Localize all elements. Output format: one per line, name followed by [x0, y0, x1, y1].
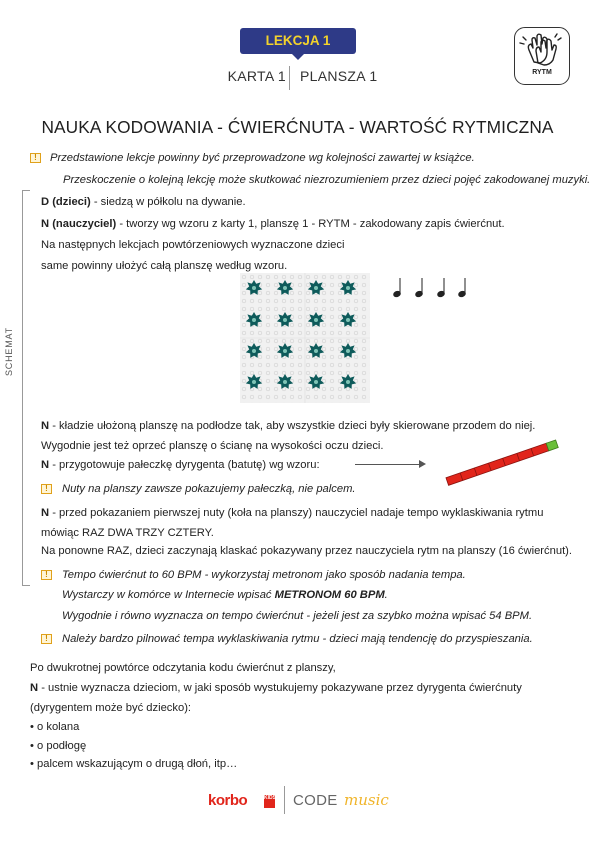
list-item-label: o kolana: [37, 721, 80, 733]
n-label: N: [41, 459, 50, 471]
footer-divider: [284, 786, 285, 814]
schemat-label: SCHEMAT: [4, 327, 14, 376]
block1-line-2: [41, 218, 505, 230]
note2-pre: Wystarczy w komórce w Internecie wpisać: [62, 589, 275, 601]
n-text: - kładzie ułożoną planszę na podłodze tak, aby wszystkie dzieci były skierowane przodem do niej.: [49, 420, 536, 432]
block3-line-1: [41, 507, 543, 519]
rhythm-board: [240, 273, 370, 403]
header-divider: [289, 66, 290, 90]
list-item-label: o podłogę: [37, 740, 87, 752]
warning-icon: !: [41, 634, 52, 644]
rhythm-board-grid: [240, 273, 370, 403]
note2-bold: METRONOM 60 BPM: [274, 589, 385, 601]
kids-logo: KIDS: [264, 795, 275, 808]
n-text: - tworzy wg wzoru z karty 1, planszę 1 - RYTM - zakodowany zapis ćwierćnut.: [116, 218, 505, 230]
d-label: D (dzieci): [41, 196, 91, 208]
n-label: N (nauczyciel): [41, 218, 117, 230]
clapping-hands-icon: [514, 30, 570, 70]
block1-line-3: Na następnych lekcjach powtórzeniowych wyznaczone dzieci: [41, 239, 345, 251]
note2-post: .: [384, 589, 388, 601]
schemat-bracket: [22, 190, 30, 586]
n-text: - przed pokazaniem pierwszej nuty (koła na planszy) nauczyciel nadaje tempo wyklaskiwania rytmu: [49, 507, 544, 519]
board-label: PLANSZA 1: [300, 68, 378, 84]
block1-line-1: [41, 196, 246, 208]
warning-icon: !: [41, 570, 52, 580]
list-item-label: palcem wskazującym o drugą dłoń, itp…: [37, 758, 238, 770]
block4-line-3: (dyrygentem może być dziecko):: [30, 702, 192, 714]
block4-line-2: [30, 682, 522, 694]
list-item: • o podłogę: [30, 740, 87, 752]
lesson-badge-pointer: [291, 53, 305, 60]
music-logo: music: [344, 791, 389, 809]
block2-note: Nuty na planszy zawsze pokazujemy pałeczką, nie palcem.: [62, 483, 356, 495]
block4-line-1: Po dwukrotnej powtórce odczytania kodu ćwierćnut z planszy,: [30, 662, 336, 674]
n-label: N: [41, 420, 50, 432]
block3-note-4: Należy bardzo pilnować tempa wyklaskiwania rytmu - dzieci mają tendencję do przyspieszania.: [62, 633, 533, 645]
block2-line-3: [41, 459, 320, 471]
d-text: - siedzą w półkolu na dywanie.: [90, 196, 246, 208]
block3-note-3: Wygodnie i równo wyznacza on tempo ćwierćnut - jeżeli jest za szybko można wpisać 54 BPM.: [62, 610, 533, 622]
warning-icon: !: [30, 153, 41, 163]
block3-note-2: [62, 589, 388, 601]
code-logo: CODE: [293, 792, 338, 809]
korbo-logo: korbo: [208, 792, 248, 809]
arrow-line: [355, 464, 421, 465]
quarter-notes-icon: [392, 274, 472, 300]
block3-line-2: mówiąc RAZ DWA TRZY CZTERY.: [41, 527, 214, 539]
card-label: KARTA 1: [227, 68, 286, 84]
block3-line-3: Na ponowne RAZ, dzieci zaczynają klaskać pokazywany przez nauczyciela rytm na planszy (16 ćwierćnut).: [41, 545, 573, 557]
baton-icon: [440, 434, 568, 490]
n-label: N: [30, 682, 39, 694]
rytm-icon-box: [514, 27, 570, 85]
block2-line-1: [41, 420, 535, 432]
list-item: • palcem wskazującym o drugą dłoń, itp…: [30, 758, 238, 770]
warning-icon: !: [41, 484, 52, 494]
arrow-right-icon: [419, 460, 426, 468]
page-title: NAUKA KODOWANIA - ĆWIERĆNUTA - WARTOŚĆ RYTMICZNA: [41, 117, 554, 137]
intro-note-line-2: Przeskoczenie o kolejną lekcję może skutkować niezrozumieniem przez dzieci pojęć zakodowanej muzyki.: [63, 174, 591, 186]
n-text: - przygotowuje pałeczkę dyrygenta (batutę) wg wzoru:: [49, 459, 320, 471]
block2-line-2: Wygodnie jest też oprzeć planszę o ścianę na wysokości oczu dzieci.: [41, 440, 384, 452]
rytm-label: RYTM: [532, 69, 552, 76]
lesson-badge: LEKCJA 1: [240, 28, 356, 54]
intro-note-line-1: Przedstawione lekcje powinny być przeprowadzone wg kolejności zawartej w książce.: [50, 152, 475, 164]
block3-note-1: Tempo ćwierćnut to 60 BPM - wykorzystaj metronom jako sposób nadania tempa.: [62, 569, 466, 581]
n-text: - ustnie wyznacza dzieciom, w jaki sposób wystukujemy pokazywane przez dyrygenta ćwierćnuty: [38, 682, 522, 694]
block1-line-4: same powinny ułożyć całą planszę według wzoru.: [41, 260, 288, 272]
list-item: • o kolana: [30, 721, 80, 733]
n-label: N: [41, 507, 50, 519]
